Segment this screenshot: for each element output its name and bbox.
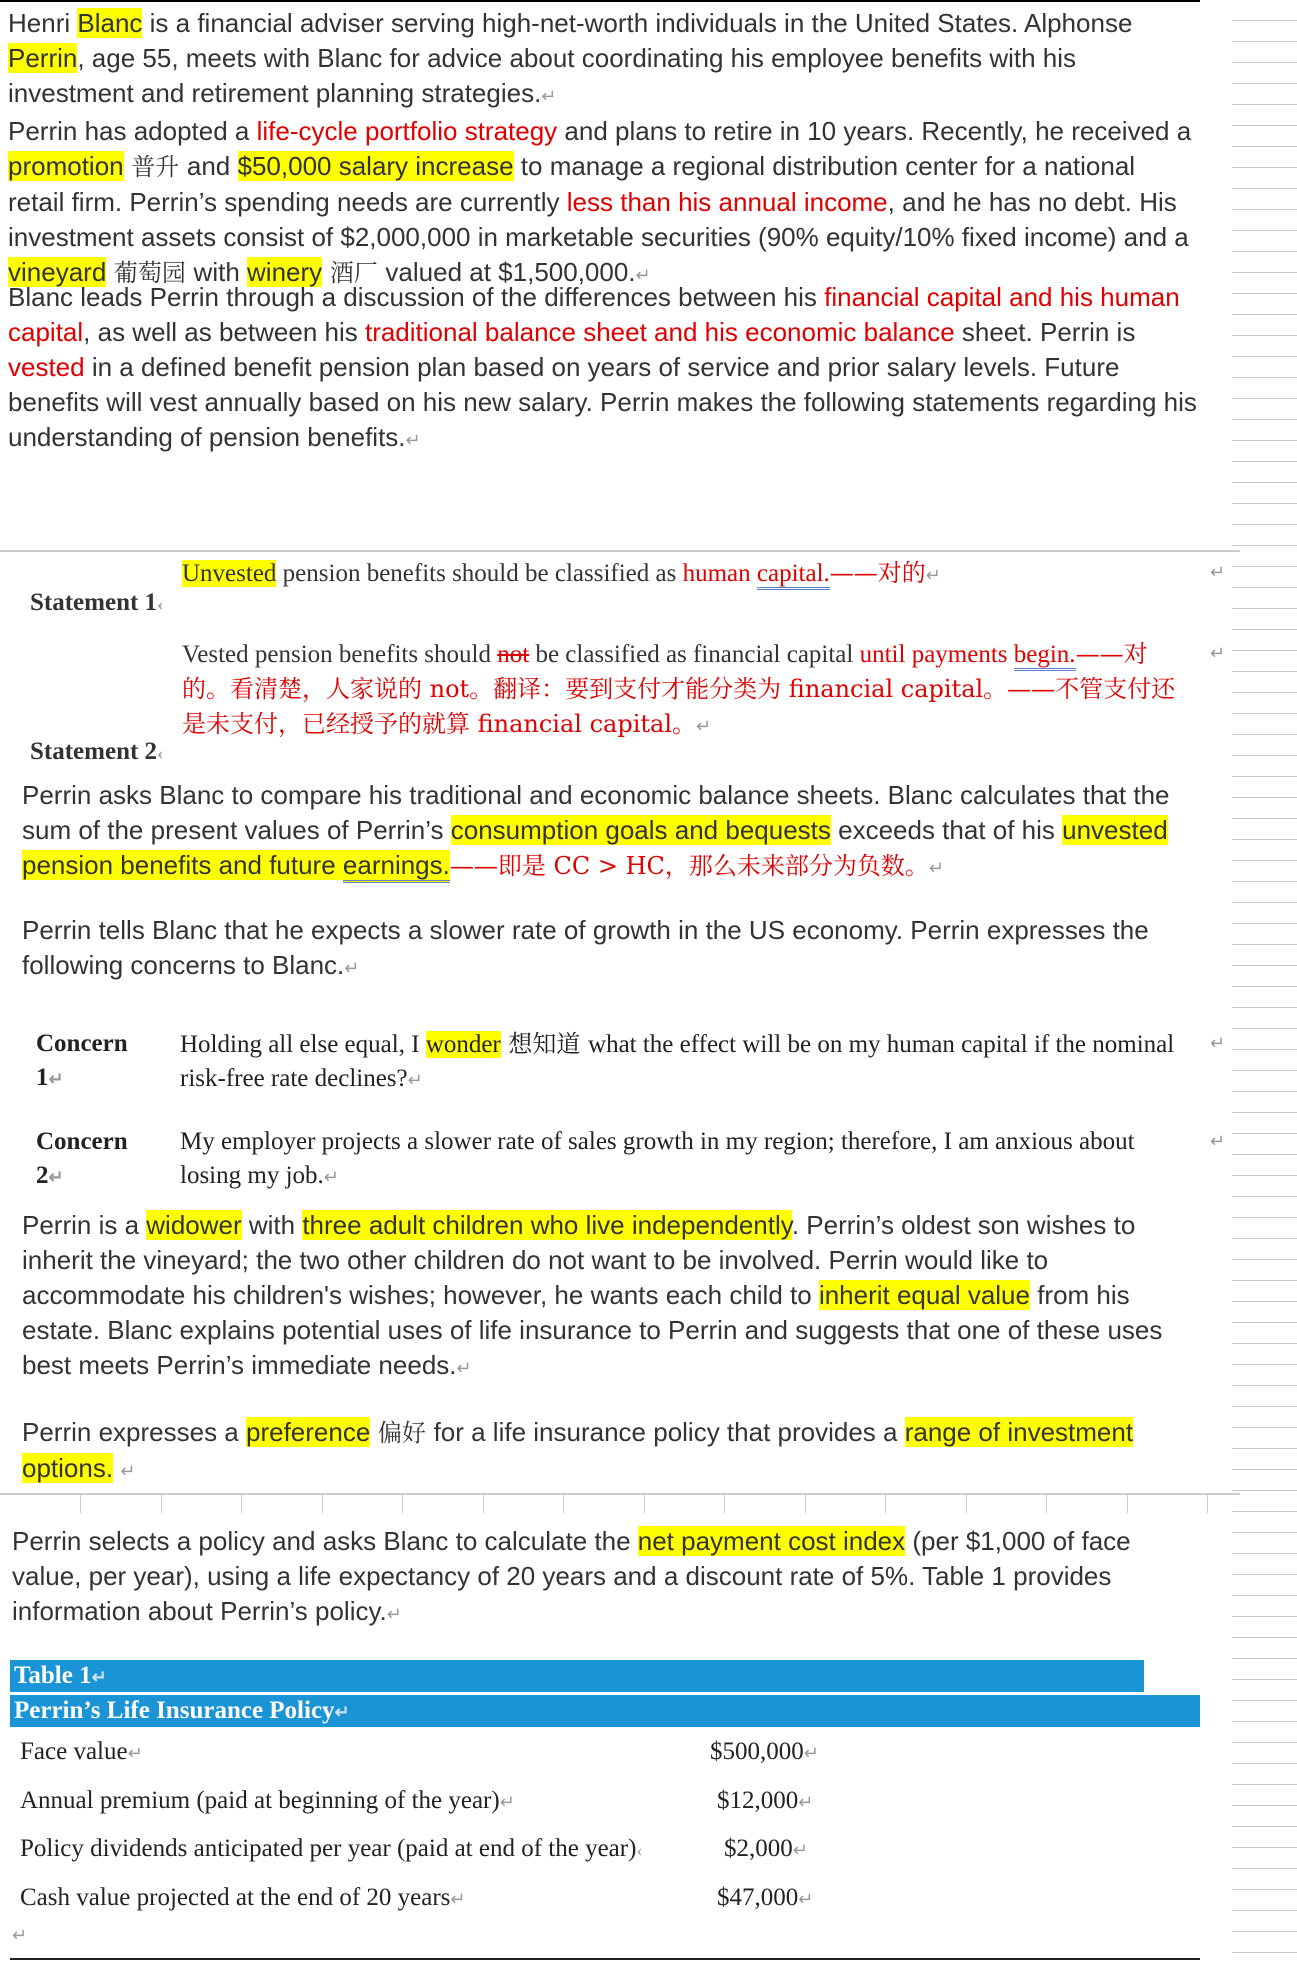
table-row — [20, 1732, 1200, 1772]
section-divider — [0, 550, 1240, 552]
paragraph-mark-icon: ↵ — [334, 1702, 350, 1722]
highlight-wonder: wonder — [425, 1031, 501, 1058]
highlight-unvested-benefits: unvested pension benefits and future — [22, 815, 1168, 880]
paragraph-mark-icon: ↵ — [499, 1792, 515, 1812]
chinese-note: 想知道 — [500, 1030, 589, 1058]
text-run: Perrin asks Blanc to compare his traditional and economic balance sheets. Blanc calculates that the sum of the present values of Perrin’s — [22, 780, 1170, 845]
text-run: Vested pension benefits should — [182, 641, 498, 668]
text-run: with — [193, 257, 248, 287]
highlight-winery: winery — [247, 257, 323, 287]
highlight-investment-options: range of investment options. — [22, 1417, 1134, 1483]
text-run: . Perrin’s oldest son wishes to inherit the vineyard; the two other children do not want to be involved. Perrin would like to accommodate his children's wishes; however, he wants each child to — [22, 1210, 1136, 1310]
text-run: Henri — [8, 8, 78, 38]
text-run: what the effect will be on my human capital if the nominal risk-free rate declines? — [180, 1031, 1175, 1092]
text-run: Perrin is a — [22, 1210, 147, 1240]
paragraph-mark-icon: ↵ — [407, 1070, 423, 1090]
red-strikethrough-not: not — [497, 641, 530, 668]
text-run: to manage a regional distribution center for a national retail firm. Perrin’s spending needs are currently — [8, 151, 1136, 217]
margin-ruled-lines — [1232, 0, 1297, 1973]
row-value: $2,000 — [724, 1835, 793, 1862]
capital-paragraph — [8, 280, 1198, 458]
label-text: Statement 1 — [30, 589, 158, 616]
cell-end-mark-icon: ↵ — [1210, 1033, 1226, 1053]
text-run: sheet. Perrin is — [954, 317, 1136, 347]
text-run: Holding all else equal, I — [180, 1031, 426, 1058]
highlight-widower: widower — [146, 1210, 242, 1240]
text-run: from his estate. Blanc explains potential uses of life insurance to Perrin and suggests that one of these uses best meets Perrin’s immediate needs. — [22, 1280, 1163, 1380]
cell-end-mark-icon: ↵ — [1210, 1131, 1226, 1151]
highlight-perrin: Perrin — [8, 43, 78, 73]
table-title: Table 1 — [14, 1662, 92, 1689]
paragraph-mark-icon: ↵ — [127, 1743, 143, 1763]
text-run: for a life insurance policy that provides a — [433, 1417, 905, 1447]
end-mark-icon: ‹ — [157, 594, 164, 614]
text-run: valued at $1,500,000. — [385, 257, 636, 287]
text-run: Perrin has adopted a — [8, 116, 257, 146]
label-text: Concern — [36, 1030, 128, 1057]
text-run: My employer projects a slower rate of sales growth in my region; therefore, I am anxious about losing my job. — [180, 1128, 1135, 1189]
paragraph-mark-icon: ↵ — [456, 1358, 472, 1378]
chinese-note: 偏好 — [370, 1419, 434, 1447]
text-run: exceeds that of his — [830, 815, 1063, 845]
paragraph-mark-icon: ↵ — [928, 858, 944, 878]
text-run: Perrin expresses a — [22, 1417, 246, 1447]
statement-2-text — [182, 637, 1192, 743]
text-run: , and he has no debt. His investment assets consist of $2,000,000 in marketable securities (90% equity/10% fixed income) and a — [8, 187, 1189, 252]
chinese-note: ——即是 CC > HC，那么未来部分为负数。 — [449, 852, 929, 880]
paragraph-mark-icon: ↵ — [803, 1743, 819, 1763]
concern-2-text — [180, 1125, 1190, 1194]
highlight-equal-value: inherit equal value — [818, 1280, 1030, 1310]
table-row — [20, 1781, 1200, 1821]
text-run: Perrin tells Blanc that he expects a slower rate of growth in the US economy. Perrin expresses the following concerns to Blanc. — [22, 915, 1149, 980]
concern-1-text — [180, 1027, 1190, 1097]
paragraph-mark-icon: ↵ — [798, 1792, 814, 1812]
paragraph-mark-icon: ↵ — [344, 958, 360, 978]
table-row — [20, 1878, 1200, 1918]
highlight-adult-children: three adult children who live independently — [302, 1210, 792, 1240]
text-run: , age 55, meets with Blanc for advice about coordinating his employee benefits with his investment and retirement planning strategies. — [8, 43, 1077, 108]
paragraph-mark-icon: ↵ — [925, 565, 941, 585]
highlight-earnings-underlined: earnings. — [343, 850, 450, 883]
text-run: and plans to retire in 10 years. Recently, he received a — [557, 116, 1192, 146]
row-label: Cash value projected at the end of 20 years — [20, 1884, 451, 1911]
concern-1-label — [36, 1027, 176, 1096]
text-run: and — [186, 151, 238, 181]
cell-end-mark-icon: ↵ — [1210, 562, 1226, 582]
red-begin-underlined: begin. — [1014, 641, 1076, 671]
statement-1-label — [30, 589, 163, 617]
paragraph-mark-icon: ↵ — [48, 1167, 64, 1187]
paragraph-mark-icon: ↵ — [635, 265, 651, 285]
table-subtitle: Perrin’s Life Insurance Policy — [14, 1697, 335, 1724]
row-label: Face value — [20, 1738, 128, 1765]
row-label: Annual premium (paid at beginning of the year) — [20, 1787, 500, 1814]
chinese-note: 普升 — [123, 153, 187, 181]
text-run: in a defined benefit pension plan based on years of service and prior salary levels. Future benefits will vest annually based on his new salary. Perrin makes the following statements regarding his understanding of pension benefits. — [8, 352, 1197, 452]
chinese-note: 酒厂 — [322, 259, 386, 287]
portfolio-paragraph — [8, 114, 1198, 293]
paragraph-mark-icon: ↵ — [91, 1667, 107, 1687]
text-run: Perrin selects a policy and asks Blanc to calculate the — [12, 1526, 638, 1556]
children-paragraph — [22, 1208, 1202, 1386]
label-number: 2 — [36, 1162, 49, 1189]
paragraph-mark-icon: ↵ — [12, 1925, 28, 1945]
paragraph-mark-icon: ↵ — [541, 86, 557, 106]
chinese-note: ——对的 — [829, 559, 926, 587]
highlight-net-payment-cost-index: net payment cost index — [637, 1526, 906, 1556]
highlight-unvested: Unvested — [182, 560, 277, 587]
table-gridline-ticks — [80, 1495, 1220, 1513]
intro-paragraph — [8, 6, 1198, 114]
balance-sheet-paragraph — [22, 778, 1202, 886]
paragraph-mark-icon: ↵ — [696, 716, 712, 736]
row-label: Policy dividends anticipated per year (paid at end of the year) — [20, 1835, 637, 1862]
paragraph-mark-icon: ↵ — [323, 1167, 339, 1187]
highlight-blanc: Blanc — [77, 8, 143, 38]
paragraph-mark-icon: ↵ — [48, 1069, 64, 1089]
text-run: with — [241, 1210, 303, 1240]
policy-paragraph — [12, 1524, 1202, 1632]
cell-end-mark-icon: ↵ — [1210, 643, 1226, 663]
text-run: pension benefits should be classified as — [276, 560, 683, 587]
red-spending-needs: less than his annual income — [566, 187, 888, 217]
row-value: $47,000 — [717, 1884, 799, 1911]
red-vested: vested — [8, 352, 85, 382]
paragraph-mark-icon: ↵ — [792, 1840, 808, 1860]
red-until-payments: until payments — [859, 641, 1014, 668]
label-number: 1 — [36, 1064, 49, 1091]
paragraph-mark-icon: ↵ — [405, 430, 421, 450]
highlight-vineyard: vineyard — [8, 257, 107, 287]
red-balance-sheets: traditional balance sheet and his economic balance — [364, 317, 955, 347]
highlight-promotion: promotion — [8, 151, 124, 181]
concern-2-label — [36, 1125, 176, 1194]
top-border — [0, 0, 1200, 2]
text-run: be classified as financial capital — [529, 641, 860, 668]
economy-paragraph — [22, 913, 1202, 986]
end-mark-icon: ‹ — [157, 743, 164, 763]
end-mark-icon: ‹ — [636, 1840, 643, 1860]
red-financial-human-capital: financial capital and his human capital — [8, 282, 1180, 347]
label-text: Concern — [36, 1128, 128, 1155]
highlight-salary-increase: $50,000 salary increase — [237, 151, 514, 181]
label-text: Statement 2 — [30, 738, 158, 765]
paragraph-mark-icon: ↵ — [798, 1889, 814, 1909]
highlight-preference: preference — [245, 1417, 371, 1447]
preference-paragraph — [22, 1415, 1202, 1489]
bottom-border — [10, 1958, 1200, 1960]
chinese-note: 葡萄园 — [106, 259, 194, 287]
statement-2-label — [30, 738, 163, 766]
table-row — [20, 1829, 1200, 1869]
table-title-bar — [10, 1660, 1144, 1692]
highlight-consumption-goals: consumption goals and bequests — [450, 815, 831, 845]
red-human: human — [682, 560, 757, 587]
chinese-note: ——对的。看清楚，人家说的 not。翻译：要到支付才能分类为 financial capital。——不管支付还是未支付，已经授予的就算 financial capital。 — [182, 640, 1176, 738]
paragraph-mark-icon: ↵ — [120, 1461, 136, 1481]
red-lifecycle-strategy: life-cycle portfolio strategy — [256, 116, 558, 146]
text-run: Blanc leads Perrin through a discussion of the differences between his — [8, 282, 825, 312]
paragraph-mark-icon: ↵ — [450, 1889, 466, 1909]
statement-1-text — [182, 556, 1192, 592]
row-value: $500,000 — [710, 1738, 804, 1765]
text-run: (per $1,000 of face value, per year), using a life expectancy of 20 years and a discount rate of 5%. Table 1 provides information about Perrin’s policy. — [12, 1526, 1131, 1626]
text-run: , as well as between his — [83, 317, 365, 347]
row-value: $12,000 — [717, 1787, 799, 1814]
red-capital-underlined: capital. — [757, 560, 830, 590]
text-run: is a financial adviser serving high-net-worth individuals in the United States. Alphonse — [142, 8, 1133, 38]
paragraph-mark-icon: ↵ — [386, 1604, 402, 1624]
table-subtitle-bar — [10, 1695, 1200, 1727]
